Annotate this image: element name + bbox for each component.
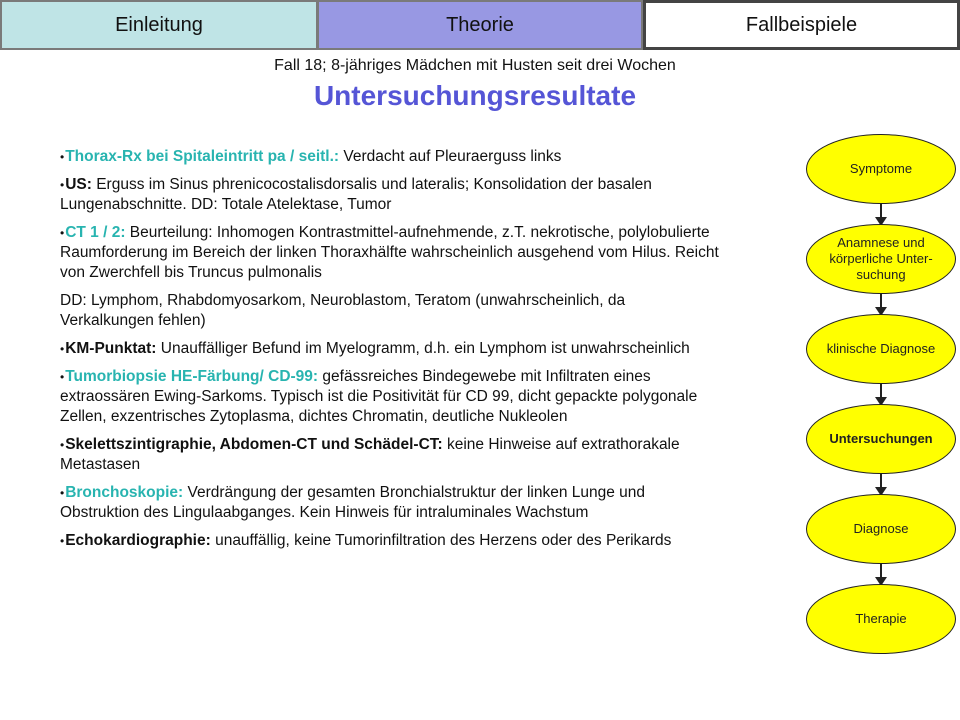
finding-dd [60, 291, 720, 331]
finding-bronchoskopie [60, 483, 720, 523]
flow-node-untersuchungen[interactable]: Untersuchungen [806, 404, 956, 474]
finding-text: Beurteilung: Inhomogen Kontrastmittel-aufnehmende, z.T. nekrotische, polylobulierte Raumforderung im Bereich der linken Thoraxhälfte wahrscheinlich ausgehend vom Hilus. Reicht von Zwerchfell bis Truncus pulmonalis [60, 224, 719, 281]
finding-tumorbiopsie [60, 367, 720, 427]
flow-node-klinische-diagnose[interactable]: klinische Diagnose [806, 314, 956, 384]
flow-arrow [880, 294, 882, 314]
finding-label: Skelettszintigraphie, Abdomen-CT und Schädel-CT: [65, 436, 443, 453]
bullet-icon: • [60, 486, 65, 500]
bullet-icon: • [60, 150, 65, 164]
flow-node-diagnose[interactable]: Diagnose [806, 494, 956, 564]
finding-label: CT 1 / 2: [65, 224, 126, 241]
finding-text: Verdacht auf Pleuraerguss links [339, 148, 562, 165]
finding-label: Tumorbiopsie HE-Färbung/ CD-99: [65, 368, 319, 385]
finding-text: Unauffälliger Befund im Myelogramm, d.h. ein Lymphom ist unwahrscheinlich [156, 340, 690, 357]
flow-arrow [880, 204, 882, 224]
case-subtitle: Fall 18; 8-jähriges Mädchen mit Husten seit drei Wochen [274, 57, 676, 74]
finding-label: KM-Punktat: [65, 340, 157, 357]
finding-skelettszintigraphie [60, 435, 720, 475]
bullet-icon: • [60, 178, 65, 192]
finding-label: Bronchoskopie: [65, 484, 184, 501]
page-title: Untersuchungsresultate [313, 80, 637, 111]
finding-km-punktat [60, 339, 720, 359]
tab-einleitung[interactable]: Einleitung [0, 0, 318, 50]
bullet-icon: • [60, 370, 65, 384]
flow-node-therapie[interactable]: Therapie [806, 584, 956, 654]
finding-thorax-rx [60, 147, 720, 167]
flow-node-symptome[interactable]: Symptome [806, 134, 956, 204]
finding-text: keine Hinweise auf extrathorakale Metastasen [60, 436, 680, 473]
finding-us [60, 175, 720, 215]
bullet-icon: • [60, 438, 65, 452]
bullet-icon: • [60, 342, 65, 356]
finding-text: unauffällig, keine Tumorinfiltration des Herzens oder des Perikards [210, 532, 672, 549]
flow-node-anamnese[interactable]: Anamnese und körperliche Unter-suchung [806, 224, 956, 294]
finding-text: Erguss im Sinus phrenicocostalisdorsalis und lateralis; Konsolidation der basalen Lungenabschnitte. DD: Totale Atelektase, Tumor [60, 176, 652, 213]
findings-list [60, 147, 720, 559]
finding-echokardiographie [60, 531, 720, 551]
flow-arrow [880, 564, 882, 584]
tab-fallbeispiele[interactable]: Fallbeispiele [643, 0, 960, 50]
finding-text: DD: Lymphom, Rhabdomyosarkom, Neuroblastom, Teratom (unwahrscheinlich, da Verkalkungen fehlen) [60, 292, 626, 329]
finding-text: Verdrängung der gesamten Bronchialstruktur der linken Lunge und Obstruktion des Lingulaabganges. Kein Hinweis für intraluminales Wachstum [60, 484, 646, 521]
finding-text: gefässreiches Bindegewebe mit Infiltraten eines extraossären Ewing-Sarkoms. Typisch ist die Positivität für CD 99, dicht gepackte polygonale Zellen, exzentrisches Zytoplasma, dichtes Chromatin, deutliche Nukleolen [60, 368, 698, 425]
flow-arrow [880, 474, 882, 494]
tab-bar [0, 0, 960, 52]
bullet-icon: • [60, 534, 65, 548]
finding-label: Thorax-Rx bei Spitaleintritt pa / seitl.: [65, 148, 340, 165]
flow-arrow [880, 384, 882, 404]
bullet-icon: • [60, 226, 65, 240]
finding-ct [60, 223, 720, 283]
finding-label: Echokardiographie: [65, 532, 211, 549]
finding-label: US: [65, 176, 92, 193]
tab-theorie[interactable]: Theorie [317, 0, 643, 50]
